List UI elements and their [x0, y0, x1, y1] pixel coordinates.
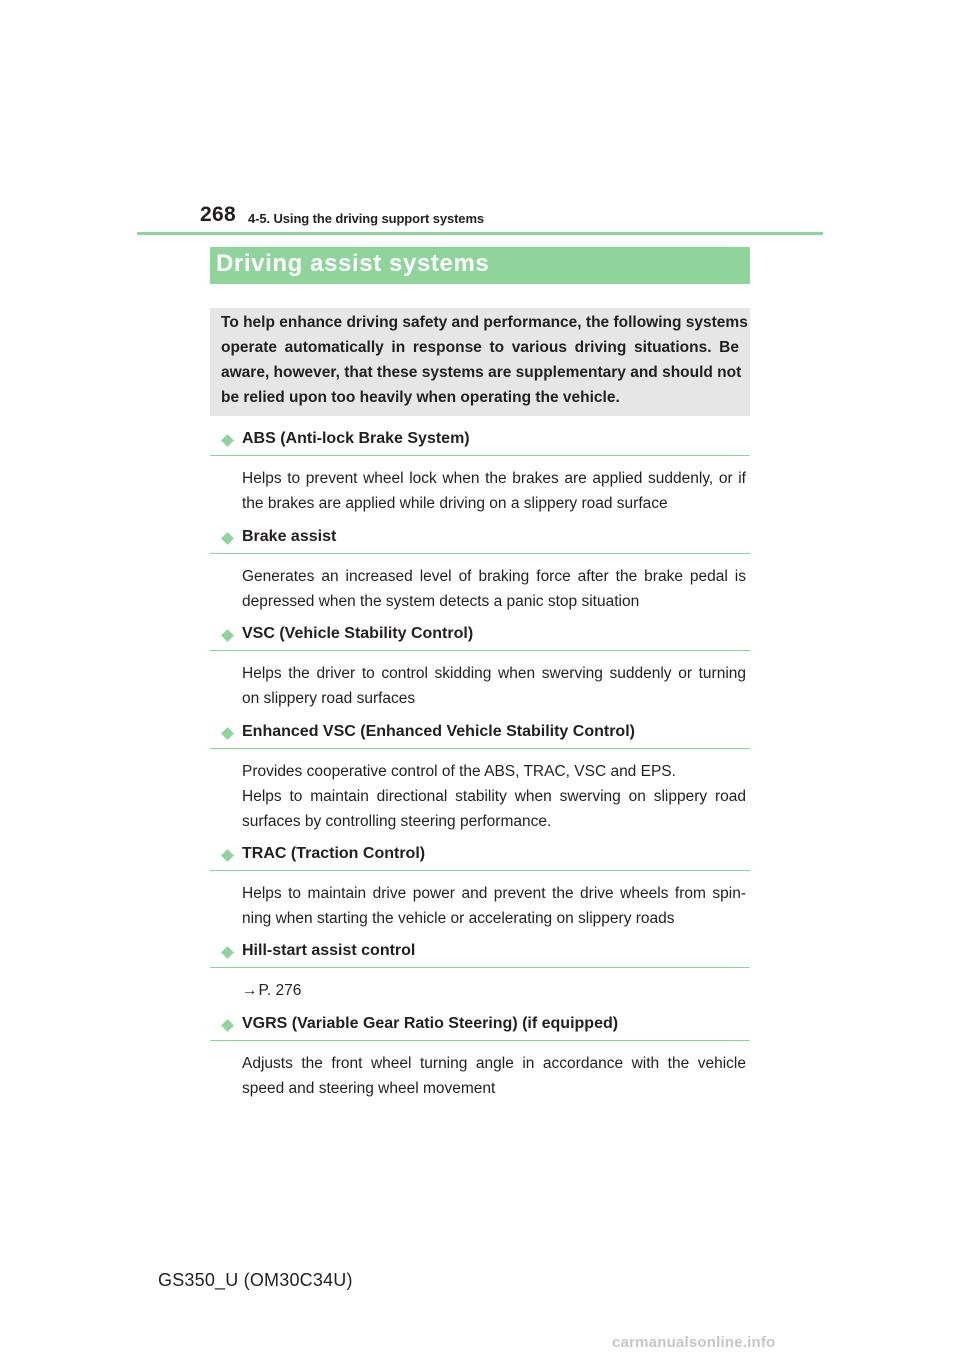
diamond-bullet-icon — [221, 1019, 234, 1032]
description-line: Adjusts the front wheel turning angle in accordance with the vehicle — [242, 1055, 746, 1072]
item-description — [210, 651, 750, 711]
description-line: surfaces by controlling steering performance. — [242, 813, 552, 830]
description-line: Helps to maintain directional stability when swerving on slippery road — [242, 788, 746, 805]
arrow-right-icon: → — [242, 982, 258, 999]
description-line: ning when starting the vehicle or accelerating on slippery roads — [242, 910, 675, 927]
item-heading — [210, 624, 750, 651]
system-item-brake-assist — [210, 527, 750, 614]
item-heading — [210, 844, 750, 871]
page-number: 268 — [200, 203, 236, 226]
item-description — [210, 968, 750, 1003]
description-line: Helps to prevent wheel lock when the brakes are applied suddenly, or if — [242, 470, 746, 487]
item-heading — [210, 527, 750, 554]
header-rule — [137, 232, 823, 235]
intro-line: To help enhance driving safety and performance, the following systems — [221, 314, 748, 331]
section-reference: 4-5. Using the driving support systems — [248, 211, 485, 226]
item-heading — [210, 722, 750, 749]
diamond-bullet-icon — [221, 727, 234, 740]
description-line: the brakes are applied while driving on a slippery road surface — [242, 495, 668, 512]
system-item-vgrs — [210, 1014, 750, 1101]
diamond-bullet-icon — [221, 532, 234, 545]
section-title: Driving assist systems — [216, 250, 490, 277]
item-heading-text: Enhanced VSC (Enhanced Vehicle Stability Control) — [242, 723, 635, 740]
diamond-bullet-icon — [221, 629, 234, 642]
description-line: Generates an increased level of braking force after the brake pedal is — [242, 568, 746, 585]
description-line: Helps the driver to control skidding when swerving suddenly or turning — [242, 665, 746, 682]
description-line: depressed when the system detects a panic stop situation — [242, 593, 640, 610]
description-line: on slippery road surfaces — [242, 690, 416, 707]
diamond-bullet-icon — [221, 946, 234, 959]
footer-model-code: GS350_U (OM30C34U) — [158, 1270, 353, 1290]
page-reference-text[interactable]: P. 276 — [258, 982, 302, 999]
system-item-hill-start-assist — [210, 941, 750, 1003]
item-heading — [210, 429, 750, 456]
item-description — [210, 1041, 750, 1101]
item-heading-text: VGRS (Variable Gear Ratio Steering) (if equipped) — [242, 1015, 619, 1032]
item-description — [210, 456, 750, 516]
section-title-bar — [210, 247, 750, 284]
item-description — [210, 871, 750, 931]
system-item-abs — [210, 429, 750, 516]
item-heading-text: VSC (Vehicle Stability Control) — [242, 625, 474, 642]
description-line: Helps to maintain drive power and prevent the drive wheels from spin- — [242, 885, 746, 902]
description-line: Provides cooperative control of the ABS, TRAC, VSC and EPS. — [242, 763, 676, 780]
intro-line: be relied upon too heavily when operating the vehicle. — [221, 389, 620, 406]
item-description — [210, 749, 750, 834]
system-item-trac — [210, 844, 750, 931]
item-description — [210, 554, 750, 614]
diamond-bullet-icon — [221, 434, 234, 447]
diamond-bullet-icon — [221, 849, 234, 862]
intro-line: operate automatically in response to various driving situations. Be — [221, 339, 739, 356]
item-heading — [210, 941, 750, 968]
intro-box — [210, 308, 750, 416]
item-heading-text: ABS (Anti-lock Brake System) — [242, 430, 470, 447]
description-line: speed and steering wheel movement — [242, 1080, 496, 1097]
intro-line: aware, however, that these systems are supplementary and should not — [221, 364, 742, 381]
item-heading-text: Hill-start assist control — [242, 942, 416, 959]
item-heading-text: Brake assist — [242, 528, 337, 545]
system-item-enhanced-vsc — [210, 722, 750, 834]
page-header — [0, 0, 960, 240]
system-item-vsc — [210, 624, 750, 711]
item-heading — [210, 1014, 750, 1041]
watermark: carmanualsonline.info — [612, 1334, 776, 1351]
item-heading-text: TRAC (Traction Control) — [242, 845, 426, 862]
page-reference[interactable] — [242, 978, 746, 1003]
